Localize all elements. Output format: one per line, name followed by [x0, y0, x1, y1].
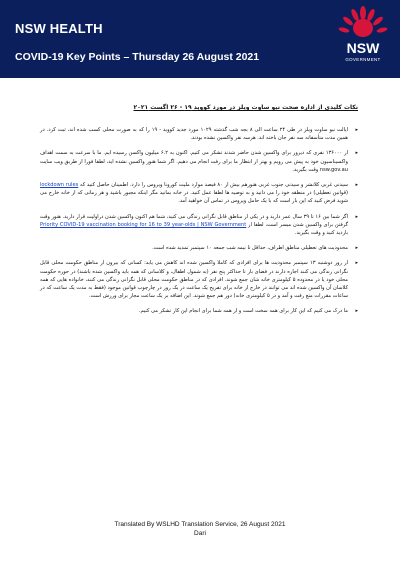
item-text: محدودیت های تعطیلی مناطق اطراف، حداقل تا نیمه شب جمعه ۱۰ سپتمبر تمدید شده است. [152, 245, 348, 252]
item-text: از روز دوشنبه ۱۳ سپتمبر محدودیت ها برای افرادی که کاملا واکسین شده اند کاهش می یابد: کسانی که بیرون از مناطق حکومت محلی قابل نگرانی زندگی می کنند اجازه دارند در فضای باز تا حداکثر پنج نفر (به شمول اطفال، و کلاسانی که همه باید واکسین شده باشند) در حوزه حکومت محلی خود یا در محدوده ۵ کیلومتری خانه شان جمع شوند. افرادی که در مناطق حکومت محلی قابل نگرانی زندگی می کنند، خانواده هایی که همه کلاسان آن واکسین شده اند می توانند در خارج از خانه برای تفریح یک ساعت در یک روز در چارچوب قوانین موجود (فقط به مدت یک ساعت که در ساعات مقررات منع رفت و آمد و در ۵ کیلومتری خانه) دور هم جمع شوند. این اضافه بر یک ساعت مجاز برای ورزش است. [40, 260, 348, 300]
item-text-after-link: بازدید کنید و وقت بگیرید. [294, 230, 348, 237]
vaccination-booking-link[interactable]: Priority COVID-19 vaccination booking for 16 to 39 year-olds | NSW Government [40, 221, 247, 228]
list-item [40, 259, 358, 300]
list-item [40, 307, 358, 315]
translation-credit: Translated By WSLHD Translation Service, 26 August 2021 [114, 521, 286, 528]
item-text: از ۱۳۶۰۰۰ نفری که دیروز برای واکسین شدن حاضر شدند تشکر می کنیم. اکنون به ۶.۲ میلیون واکسن رسیده ایم. ما با سرعت به سمت اهداف واکسیناسیون خود به پیش می رویم و بهتر از انتظار ما برای رفت انجام می دهیم. اگر شما هنوز واکسین نشده اید، لطفا فورا از طریق ویب سایت nsw.gov.au وقت بگیرید. [40, 150, 348, 173]
waratah-logo-icon [332, 4, 394, 74]
lockdown-rules-link[interactable]: lockdown rules [40, 182, 79, 189]
header-subtitle: COVID-19 Key Points – Thursday 26 August 2021 [15, 51, 260, 63]
page-header [0, 0, 400, 78]
item-text-before-link: اگر شما بین ۱۶ تا ۳۹ سال عمر دارید و در یکی از مناطق قابل نگرانی زندگی می کنید، شما هم اکنون واکسین شدن دراولیت قرار دارید. هنوز وقت گرفتن برای واکسین شدن میسر است، لطفا از [40, 213, 349, 228]
list-item [40, 126, 358, 142]
logo-subtext: GOVERNMENT [345, 57, 381, 62]
list-item [40, 213, 358, 238]
list-item [40, 244, 358, 252]
list-item [40, 149, 358, 174]
language-label: Dari [194, 530, 206, 537]
key-points-list [40, 126, 358, 323]
item-text: ما درک می کنیم که این کار برای همه سخت است و از همه شما برای انجام این کار تشکر می کنیم. [138, 308, 348, 315]
logo-wordmark: NSW [346, 40, 380, 56]
document-title: نکات کلیدی از اداره صحت نیو ساوت ویلز در مورد کووید ۱۹ - ۲۶ اگست ۲۰۲۱ [133, 104, 358, 111]
item-text: ایالت نیو ساوت ویلز در طی ۲۴ ساعت الی ۸ بجه شب گذشته ۱۰۲۹ مورد جدید کووید - ۱۹ را که به صورت محلی کسب شده اند، ثبت کرد. در همین مدت متأسفانه سه نفر جان باخته اند. هرسه نفر واکسین نشده بودند. [40, 127, 348, 142]
brand-title: NSW HEALTH [15, 21, 103, 36]
translation-footer [0, 520, 400, 538]
item-text-before-link: سیدنی غربی کلانشر و سیدنی جنوب غربی هنوزهم بیش از ۸۰ فیصد موارد ملیت کورونا ویروس را دارد. اطمینان حاصل کنید که [78, 182, 349, 189]
list-item [40, 181, 358, 206]
item-text-after-link: (قوانین تعطیلی) در منطقه خود را می دانید و به توصیه ها لطفا عمل کنید. در خانه بمانید مگر اینکه مجبور باشید و هر زمانی که از خانه خارج می شوید فرض کنید که این بار است که با یک حامل ویروس در تماس آن خواهید آمد. [40, 190, 348, 205]
